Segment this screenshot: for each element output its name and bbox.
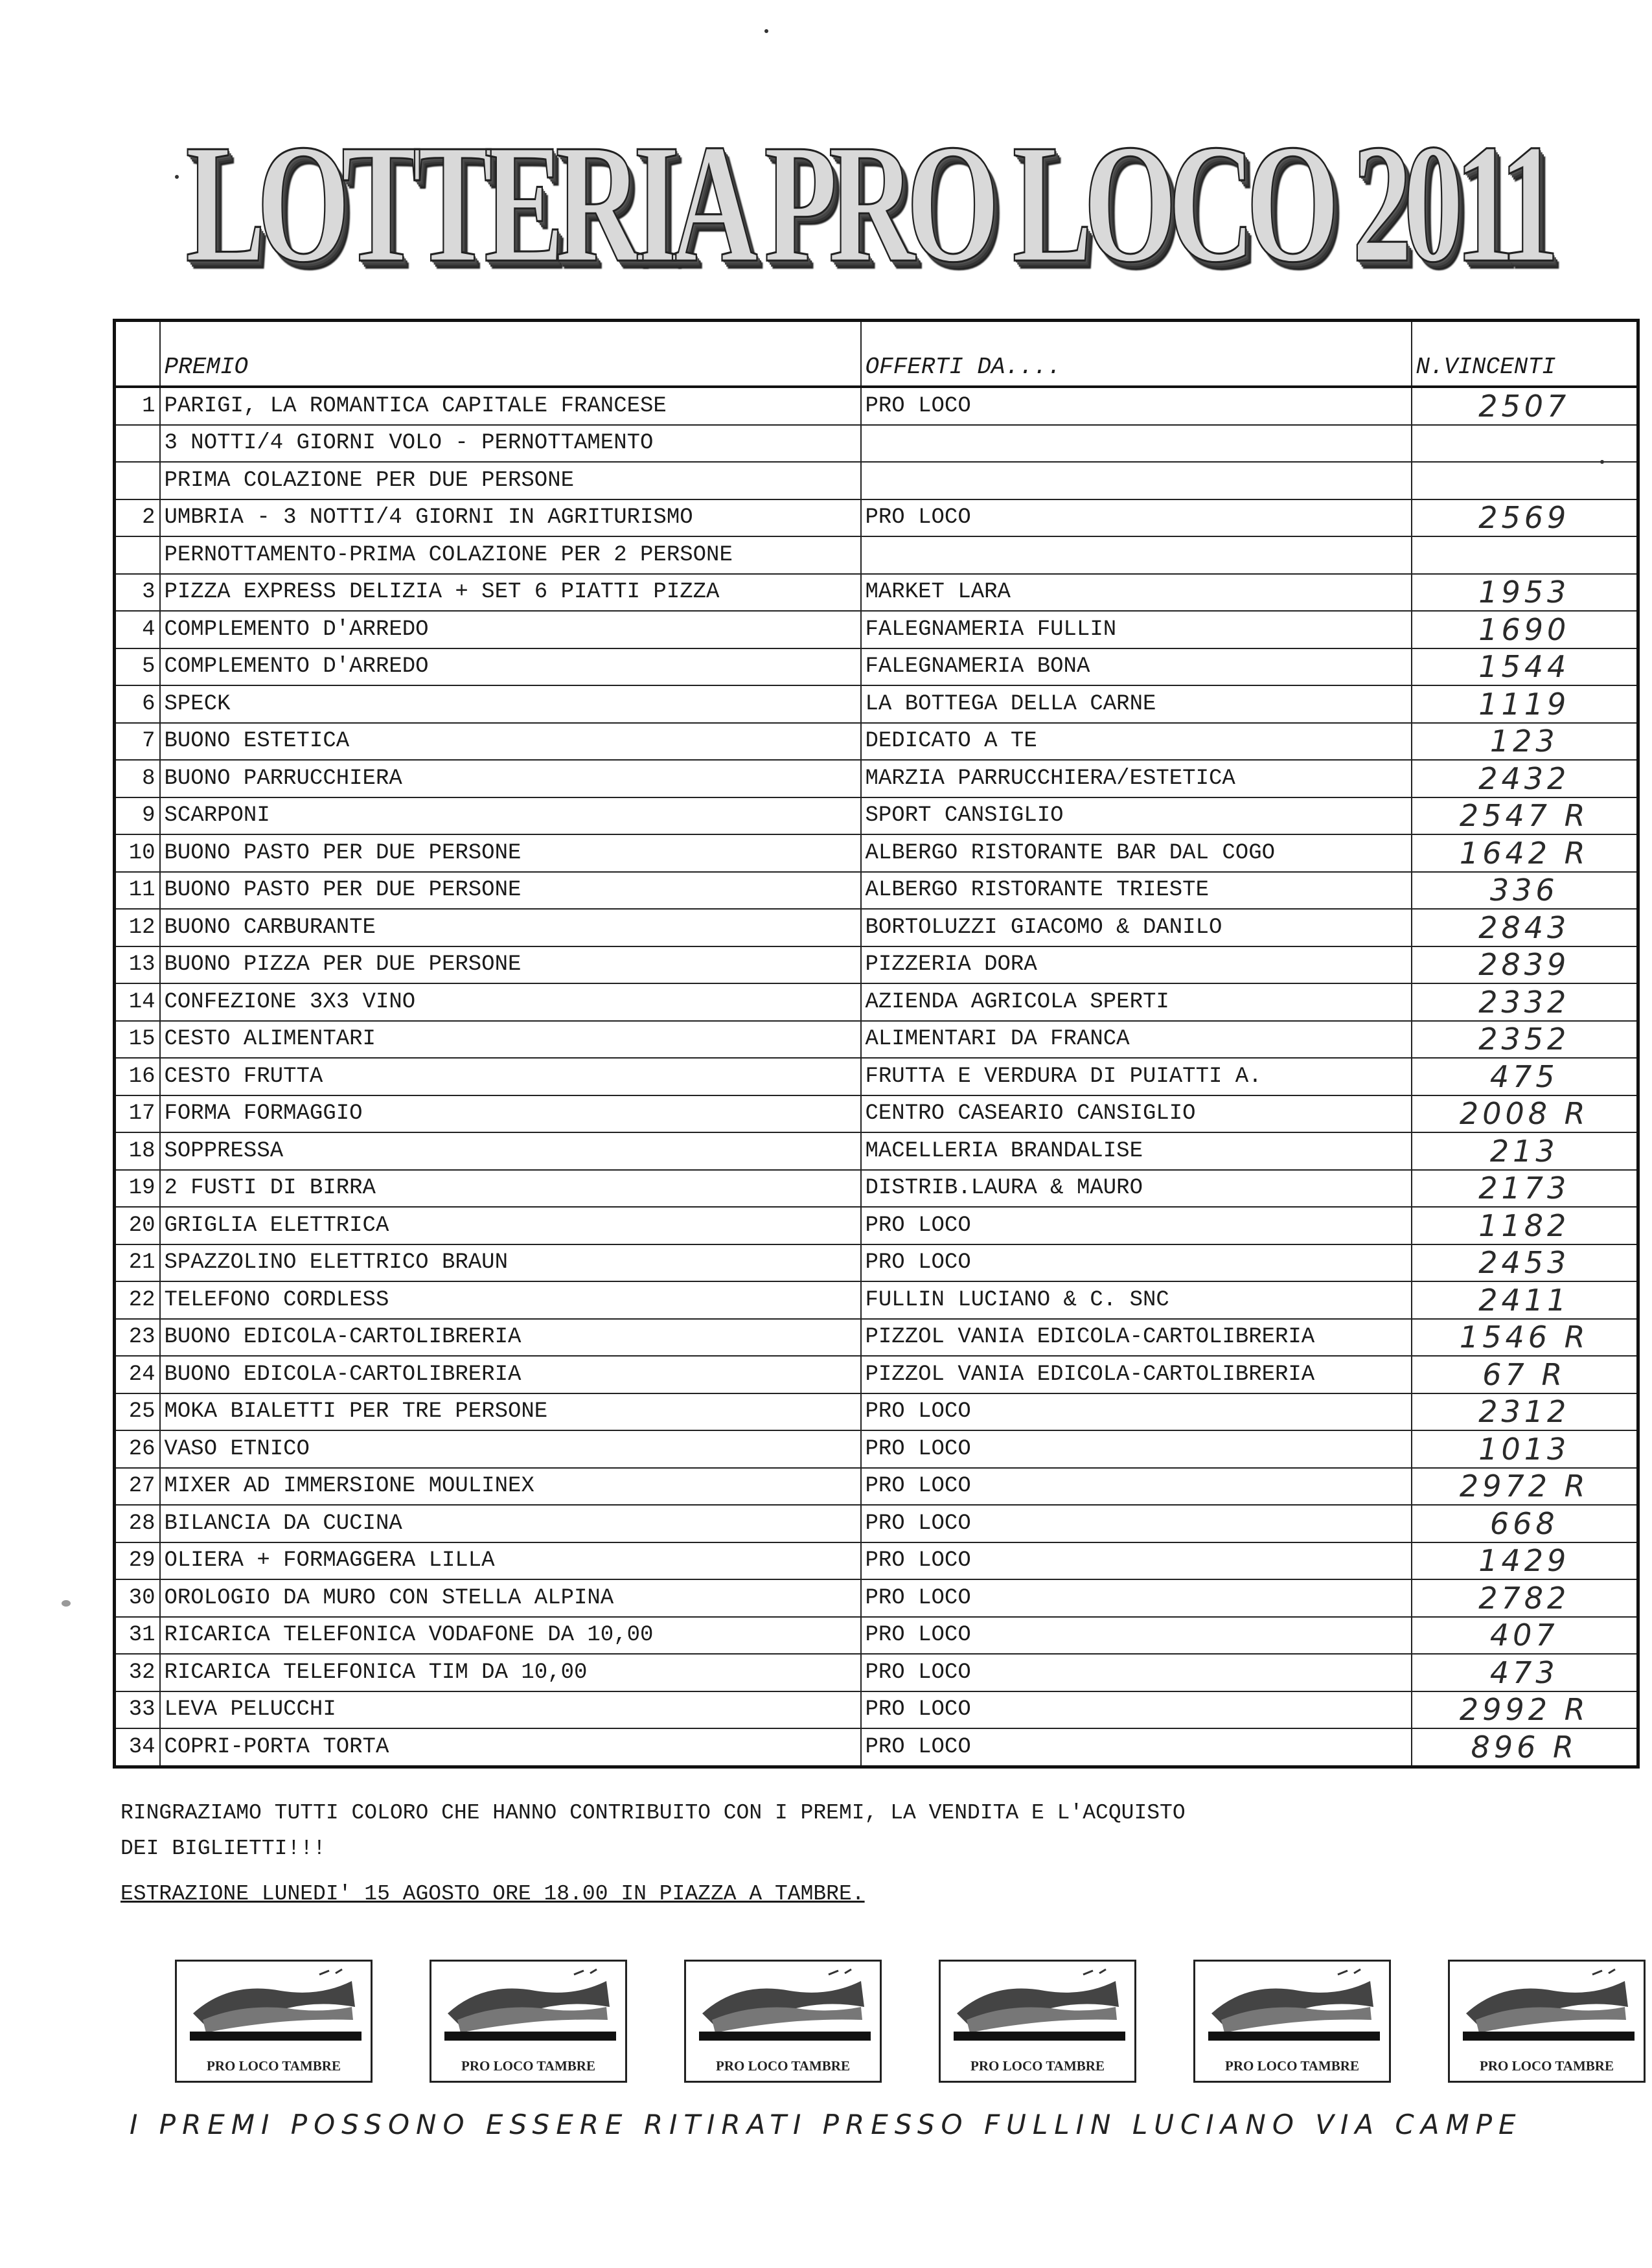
table-row	[115, 1542, 1638, 1580]
scan-speck	[764, 29, 768, 33]
prize-cell: BUONO PASTO PER DUE PERSONE	[160, 872, 861, 910]
prize-cell: TELEFONO CORDLESS	[160, 1281, 861, 1319]
winning-number-cell: 2507	[1412, 387, 1638, 425]
table-row	[115, 1281, 1638, 1319]
row-number: 23	[115, 1319, 160, 1357]
prize-cell: UMBRIA - 3 NOTTI/4 GIORNI IN AGRITURISMO	[160, 499, 861, 537]
table-row	[115, 760, 1638, 797]
row-number: 1	[115, 387, 160, 425]
logo-label: PRO LOCO TAMBRE	[1225, 2058, 1359, 2074]
table-row	[115, 1617, 1638, 1655]
prize-cell: RICARICA TELEFONICA VODAFONE DA 10,00	[160, 1617, 861, 1655]
winning-number-cell: 2453	[1412, 1244, 1638, 1282]
table-row	[115, 797, 1638, 835]
winning-number-cell: 213	[1412, 1132, 1638, 1170]
table-row	[115, 648, 1638, 686]
row-number	[115, 462, 160, 499]
donor-cell: AZIENDA AGRICOLA SPERTI	[861, 983, 1412, 1021]
mountain-landscape-icon	[699, 1968, 871, 2046]
thanks-text-line2: DEI BIGLIETTI!!!	[120, 1837, 326, 1861]
winning-number-cell: 668	[1412, 1505, 1638, 1542]
row-number: 25	[115, 1393, 160, 1431]
winning-number-cell: 336	[1412, 872, 1638, 910]
winning-number-cell	[1412, 462, 1638, 499]
winning-number-cell: 2173	[1412, 1170, 1638, 1208]
winning-number-cell: 123	[1412, 723, 1638, 761]
pro-loco-logo	[1193, 1960, 1391, 2083]
winning-number-cell: 67 R	[1412, 1356, 1638, 1393]
winning-number-cell: 473	[1412, 1654, 1638, 1691]
row-number: 26	[115, 1430, 160, 1468]
row-number	[115, 425, 160, 463]
winning-number-cell: 1182	[1412, 1207, 1638, 1244]
prize-cell: PRIMA COLAZIONE PER DUE PERSONE	[160, 462, 861, 499]
winning-number-cell: 2411	[1412, 1281, 1638, 1319]
prize-cell: BUONO PARRUCCHIERA	[160, 760, 861, 797]
mountain-landscape-icon	[190, 1968, 361, 2046]
winning-number-cell	[1412, 536, 1638, 574]
winning-number-cell: 2312	[1412, 1393, 1638, 1431]
donor-cell: DEDICATO A TE	[861, 723, 1412, 761]
table-row	[115, 1728, 1638, 1767]
header-winning-number: N.VINCENTI	[1412, 321, 1638, 387]
row-number: 10	[115, 834, 160, 872]
donor-cell: MARKET LARA	[861, 574, 1412, 612]
table-row	[115, 1430, 1638, 1468]
winning-number-cell: 1544	[1412, 648, 1638, 686]
donor-cell: PRO LOCO	[861, 1468, 1412, 1506]
winning-number-cell: 2352	[1412, 1021, 1638, 1059]
prize-cell: COMPLEMENTO D'ARREDO	[160, 648, 861, 686]
table-row	[115, 1207, 1638, 1244]
donor-cell: PRO LOCO	[861, 1728, 1412, 1767]
donor-cell	[861, 536, 1412, 574]
table-row	[115, 462, 1638, 499]
winning-number-cell: 2547 R	[1412, 797, 1638, 835]
donor-cell: DISTRIB.LAURA & MAURO	[861, 1170, 1412, 1208]
scan-speck	[62, 1600, 71, 1607]
prize-cell: BUONO ESTETICA	[160, 723, 861, 761]
table-row	[115, 611, 1638, 648]
prize-cell: BUONO PASTO PER DUE PERSONE	[160, 834, 861, 872]
prize-cell: COMPLEMENTO D'ARREDO	[160, 611, 861, 648]
prize-cell: 2 FUSTI DI BIRRA	[160, 1170, 861, 1208]
donor-cell: PRO LOCO	[861, 1244, 1412, 1282]
winning-number-cell: 1429	[1412, 1542, 1638, 1580]
prize-cell: SCARPONI	[160, 797, 861, 835]
prize-cell: PIZZA EXPRESS DELIZIA + SET 6 PIATTI PIZZA	[160, 574, 861, 612]
row-number: 27	[115, 1468, 160, 1506]
row-number: 11	[115, 872, 160, 910]
table-row	[115, 1579, 1638, 1617]
donor-cell	[861, 425, 1412, 463]
row-number: 6	[115, 685, 160, 723]
logo-label: PRO LOCO TAMBRE	[461, 2058, 595, 2074]
donor-cell: MACELLERIA BRANDALISE	[861, 1132, 1412, 1170]
prize-table	[113, 319, 1640, 1769]
handwritten-note: I PREMI POSSONO ESSERE RITIRATI PRESSO FULLIN LUCIANO VIA CAMPE	[130, 2109, 1522, 2140]
donor-cell: PRO LOCO	[861, 1393, 1412, 1431]
table-row	[115, 1505, 1638, 1542]
winning-number-cell: 2332	[1412, 983, 1638, 1021]
prize-cell: CESTO ALIMENTARI	[160, 1021, 861, 1059]
table-row	[115, 1319, 1638, 1357]
mountain-landscape-icon	[1463, 1968, 1635, 2046]
table-row	[115, 1058, 1638, 1095]
row-number: 33	[115, 1691, 160, 1729]
header-number	[115, 321, 160, 387]
table-row	[115, 536, 1638, 574]
winning-number-cell: 475	[1412, 1058, 1638, 1095]
prize-cell: OLIERA + FORMAGGERA LILLA	[160, 1542, 861, 1580]
prize-cell: CONFEZIONE 3X3 VINO	[160, 983, 861, 1021]
prize-table-body	[115, 387, 1638, 1767]
pro-loco-logo	[175, 1960, 373, 2083]
winning-number-cell: 1642 R	[1412, 834, 1638, 872]
mountain-landscape-icon	[954, 1968, 1125, 2046]
table-row	[115, 499, 1638, 537]
donor-cell: PRO LOCO	[861, 1430, 1412, 1468]
thanks-text-line1: RINGRAZIAMO TUTTI COLORO CHE HANNO CONTRIBUITO CON I PREMI, LA VENDITA E L'ACQUISTO	[120, 1801, 1186, 1825]
prize-cell: BILANCIA DA CUCINA	[160, 1505, 861, 1542]
prize-cell: FORMA FORMAGGIO	[160, 1095, 861, 1133]
table-row	[115, 1691, 1638, 1729]
scan-speck	[1600, 460, 1604, 464]
prize-cell: SPECK	[160, 685, 861, 723]
table-row	[115, 872, 1638, 910]
donor-cell: ALIMENTARI DA FRANCA	[861, 1021, 1412, 1059]
donor-cell: LA BOTTEGA DELLA CARNE	[861, 685, 1412, 723]
winning-number-cell: 2782	[1412, 1579, 1638, 1617]
prize-cell: RICARICA TELEFONICA TIM DA 10,00	[160, 1654, 861, 1691]
row-number: 9	[115, 797, 160, 835]
mountain-landscape-icon	[1208, 1968, 1380, 2046]
donor-cell: FALEGNAMERIA FULLIN	[861, 611, 1412, 648]
donor-cell: PRO LOCO	[861, 1579, 1412, 1617]
row-number: 16	[115, 1058, 160, 1095]
header-donor: OFFERTI DA....	[861, 321, 1412, 387]
winning-number-cell: 1013	[1412, 1430, 1638, 1468]
donor-cell: CENTRO CASEARIO CANSIGLIO	[861, 1095, 1412, 1133]
winning-number-cell: 2432	[1412, 760, 1638, 797]
logo-label: PRO LOCO TAMBRE	[970, 2058, 1105, 2074]
donor-cell: PIZZERIA DORA	[861, 946, 1412, 984]
scan-speck	[175, 175, 179, 179]
row-number: 22	[115, 1281, 160, 1319]
table-row	[115, 1170, 1638, 1208]
logo-label: PRO LOCO TAMBRE	[716, 2058, 850, 2074]
mountain-landscape-icon	[444, 1968, 616, 2046]
donor-cell: FRUTTA E VERDURA DI PUIATTI A.	[861, 1058, 1412, 1095]
prize-cell: BUONO EDICOLA-CARTOLIBRERIA	[160, 1319, 861, 1357]
table-row	[115, 1095, 1638, 1133]
winning-number-cell: 1119	[1412, 685, 1638, 723]
donor-cell: PRO LOCO	[861, 1505, 1412, 1542]
winning-number-cell: 2972 R	[1412, 1468, 1638, 1506]
row-number: 34	[115, 1728, 160, 1767]
winning-number-cell	[1412, 425, 1638, 463]
logo-row	[175, 1960, 1646, 2083]
row-number: 20	[115, 1207, 160, 1244]
pro-loco-logo	[430, 1960, 627, 2083]
row-number: 12	[115, 909, 160, 946]
table-row	[115, 1393, 1638, 1431]
winning-number-cell: 1546 R	[1412, 1319, 1638, 1357]
row-number: 24	[115, 1356, 160, 1393]
prize-cell: SOPPRESSA	[160, 1132, 861, 1170]
prize-cell: BUONO EDICOLA-CARTOLIBRERIA	[160, 1356, 861, 1393]
donor-cell: ALBERGO RISTORANTE BAR DAL COGO	[861, 834, 1412, 872]
table-row	[115, 387, 1638, 425]
prize-cell: LEVA PELUCCHI	[160, 1691, 861, 1729]
winning-number-cell: 407	[1412, 1617, 1638, 1655]
prize-cell: MIXER AD IMMERSIONE MOULINEX	[160, 1468, 861, 1506]
table-row	[115, 723, 1638, 761]
prize-cell: PARIGI, LA ROMANTICA CAPITALE FRANCESE	[160, 387, 861, 425]
donor-cell: FULLIN LUCIANO & C. SNC	[861, 1281, 1412, 1319]
row-number: 28	[115, 1505, 160, 1542]
prize-cell: COPRI-PORTA TORTA	[160, 1728, 861, 1767]
prize-cell: OROLOGIO DA MURO CON STELLA ALPINA	[160, 1579, 861, 1617]
table-row	[115, 1654, 1638, 1691]
table-row	[115, 685, 1638, 723]
winning-number-cell: 1953	[1412, 574, 1638, 612]
winning-number-cell: 2569	[1412, 499, 1638, 537]
row-number: 5	[115, 648, 160, 686]
donor-cell: BORTOLUZZI GIACOMO & DANILO	[861, 909, 1412, 946]
donor-cell: PRO LOCO	[861, 499, 1412, 537]
row-number: 29	[115, 1542, 160, 1580]
table-row	[115, 1244, 1638, 1282]
donor-cell: FALEGNAMERIA BONA	[861, 648, 1412, 686]
prize-cell: BUONO CARBURANTE	[160, 909, 861, 946]
table-row	[115, 425, 1638, 463]
row-number: 19	[115, 1170, 160, 1208]
table-row	[115, 834, 1638, 872]
winning-number-cell: 2992 R	[1412, 1691, 1638, 1729]
donor-cell	[861, 462, 1412, 499]
donor-cell: PRO LOCO	[861, 1542, 1412, 1580]
row-number: 8	[115, 760, 160, 797]
row-number: 3	[115, 574, 160, 612]
prize-cell: 3 NOTTI/4 GIORNI VOLO - PERNOTTAMENTO	[160, 425, 861, 463]
row-number	[115, 536, 160, 574]
winning-number-cell: 896 R	[1412, 1728, 1638, 1767]
winning-number-cell: 2843	[1412, 909, 1638, 946]
row-number: 7	[115, 723, 160, 761]
table-row	[115, 1132, 1638, 1170]
table-row	[115, 1021, 1638, 1059]
prize-cell: BUONO PIZZA PER DUE PERSONE	[160, 946, 861, 984]
table-row	[115, 909, 1638, 946]
table-row	[115, 1356, 1638, 1393]
table-row	[115, 1468, 1638, 1506]
donor-cell: PIZZOL VANIA EDICOLA-CARTOLIBRERIA	[861, 1356, 1412, 1393]
donor-cell: PRO LOCO	[861, 1654, 1412, 1691]
logo-label: PRO LOCO TAMBRE	[1480, 2058, 1614, 2074]
row-number: 2	[115, 499, 160, 537]
table-row	[115, 983, 1638, 1021]
row-number: 21	[115, 1244, 160, 1282]
prize-cell: CESTO FRUTTA	[160, 1058, 861, 1095]
donor-cell: PRO LOCO	[861, 1207, 1412, 1244]
logo-label: PRO LOCO TAMBRE	[207, 2058, 341, 2074]
prize-cell: PERNOTTAMENTO-PRIMA COLAZIONE PER 2 PERSONE	[160, 536, 861, 574]
donor-cell: SPORT CANSIGLIO	[861, 797, 1412, 835]
table-header-row	[115, 321, 1638, 387]
row-number: 31	[115, 1617, 160, 1655]
prize-cell: GRIGLIA ELETTRICA	[160, 1207, 861, 1244]
prize-cell: VASO ETNICO	[160, 1430, 861, 1468]
winning-number-cell: 2839	[1412, 946, 1638, 984]
donor-cell: MARZIA PARRUCCHIERA/ESTETICA	[861, 760, 1412, 797]
donor-cell: PRO LOCO	[861, 1617, 1412, 1655]
prize-cell: MOKA BIALETTI PER TRE PERSONE	[160, 1393, 861, 1431]
table-row	[115, 946, 1638, 984]
pro-loco-logo	[1448, 1960, 1646, 2083]
row-number: 15	[115, 1021, 160, 1059]
draw-date-text: ESTRAZIONE LUNEDI' 15 AGOSTO ORE 18.00 IN PIAZZA A TAMBRE.	[120, 1882, 865, 1906]
pro-loco-logo	[939, 1960, 1136, 2083]
donor-cell: PRO LOCO	[861, 1691, 1412, 1729]
row-number: 14	[115, 983, 160, 1021]
header-prize: PREMIO	[160, 321, 861, 387]
winning-number-cell: 2008 R	[1412, 1095, 1638, 1133]
winning-number-cell: 1690	[1412, 611, 1638, 648]
donor-cell: PRO LOCO	[861, 387, 1412, 425]
donor-cell: PIZZOL VANIA EDICOLA-CARTOLIBRERIA	[861, 1319, 1412, 1357]
pro-loco-logo	[684, 1960, 882, 2083]
document-title: LOTTERIA PRO LOCO 2011	[185, 109, 1551, 298]
donor-cell: ALBERGO RISTORANTE TRIESTE	[861, 872, 1412, 910]
row-number: 32	[115, 1654, 160, 1691]
row-number: 30	[115, 1579, 160, 1617]
prize-cell: SPAZZOLINO ELETTRICO BRAUN	[160, 1244, 861, 1282]
row-number: 17	[115, 1095, 160, 1133]
row-number: 13	[115, 946, 160, 984]
row-number: 4	[115, 611, 160, 648]
row-number: 18	[115, 1132, 160, 1170]
table-row	[115, 574, 1638, 612]
